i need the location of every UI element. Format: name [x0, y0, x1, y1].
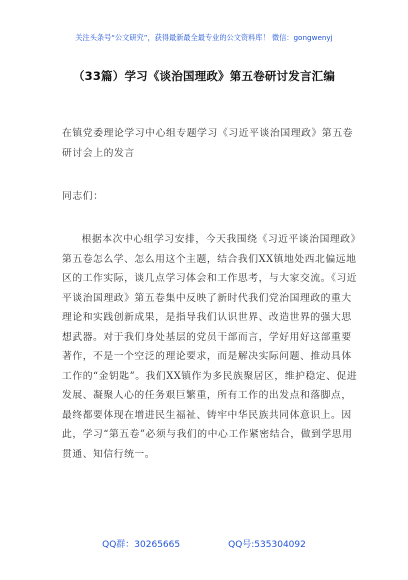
body-paragraph: 根据本次中心组学习安排，今天我围绕《习近平谈治国理政》第五卷怎么学、怎么用这个主题，结合我们XX镇地处西北偏远地区的工作实际，谈几点学习体会和工作思考，与大家交流。《习近平谈治国理政》第五卷集中反映了新时代我们党治国理政的重大理论和实践创新成果，是指导我们认识世界、改造世界的强大思想武器。对于我们身处基层的党员干部而言，学好用好这部重要著作，不是一个空泛的理论要求，而是解决实际问题、推动具体工作的“金钥匙”。我们XX镇作为多民族聚居区，维护稳定、促进发展、凝聚人心的任务艰巨繁重，所有工作的出发点和落脚点，最终都要体现在增进民生福祉、铸牢中华民族共同体意识上。因此，学习“第五卷”必须与我们的中心工作紧密结合，做到学思用贯通、知信行统一。 [62, 234, 361, 460]
greeting: 同志们： [62, 191, 104, 202]
qq-number-text: QQ号:535304092 [228, 540, 306, 550]
document-title: （33篇）学习《谈治国理政》第五卷研讨发言汇编 [72, 69, 336, 83]
document-subtitle: 在镇党委理论学习中心组专题学习《习近平谈治国理政》第五卷研讨会上的发言 [62, 128, 354, 159]
header-banner: 关注头条号“公文研究”，获得最新最全最专业的公文资料库！ 微信：gongwenyj [75, 33, 333, 42]
qq-group-text: QQ群：30265665 [102, 540, 181, 550]
footer-contact [0, 537, 408, 550]
